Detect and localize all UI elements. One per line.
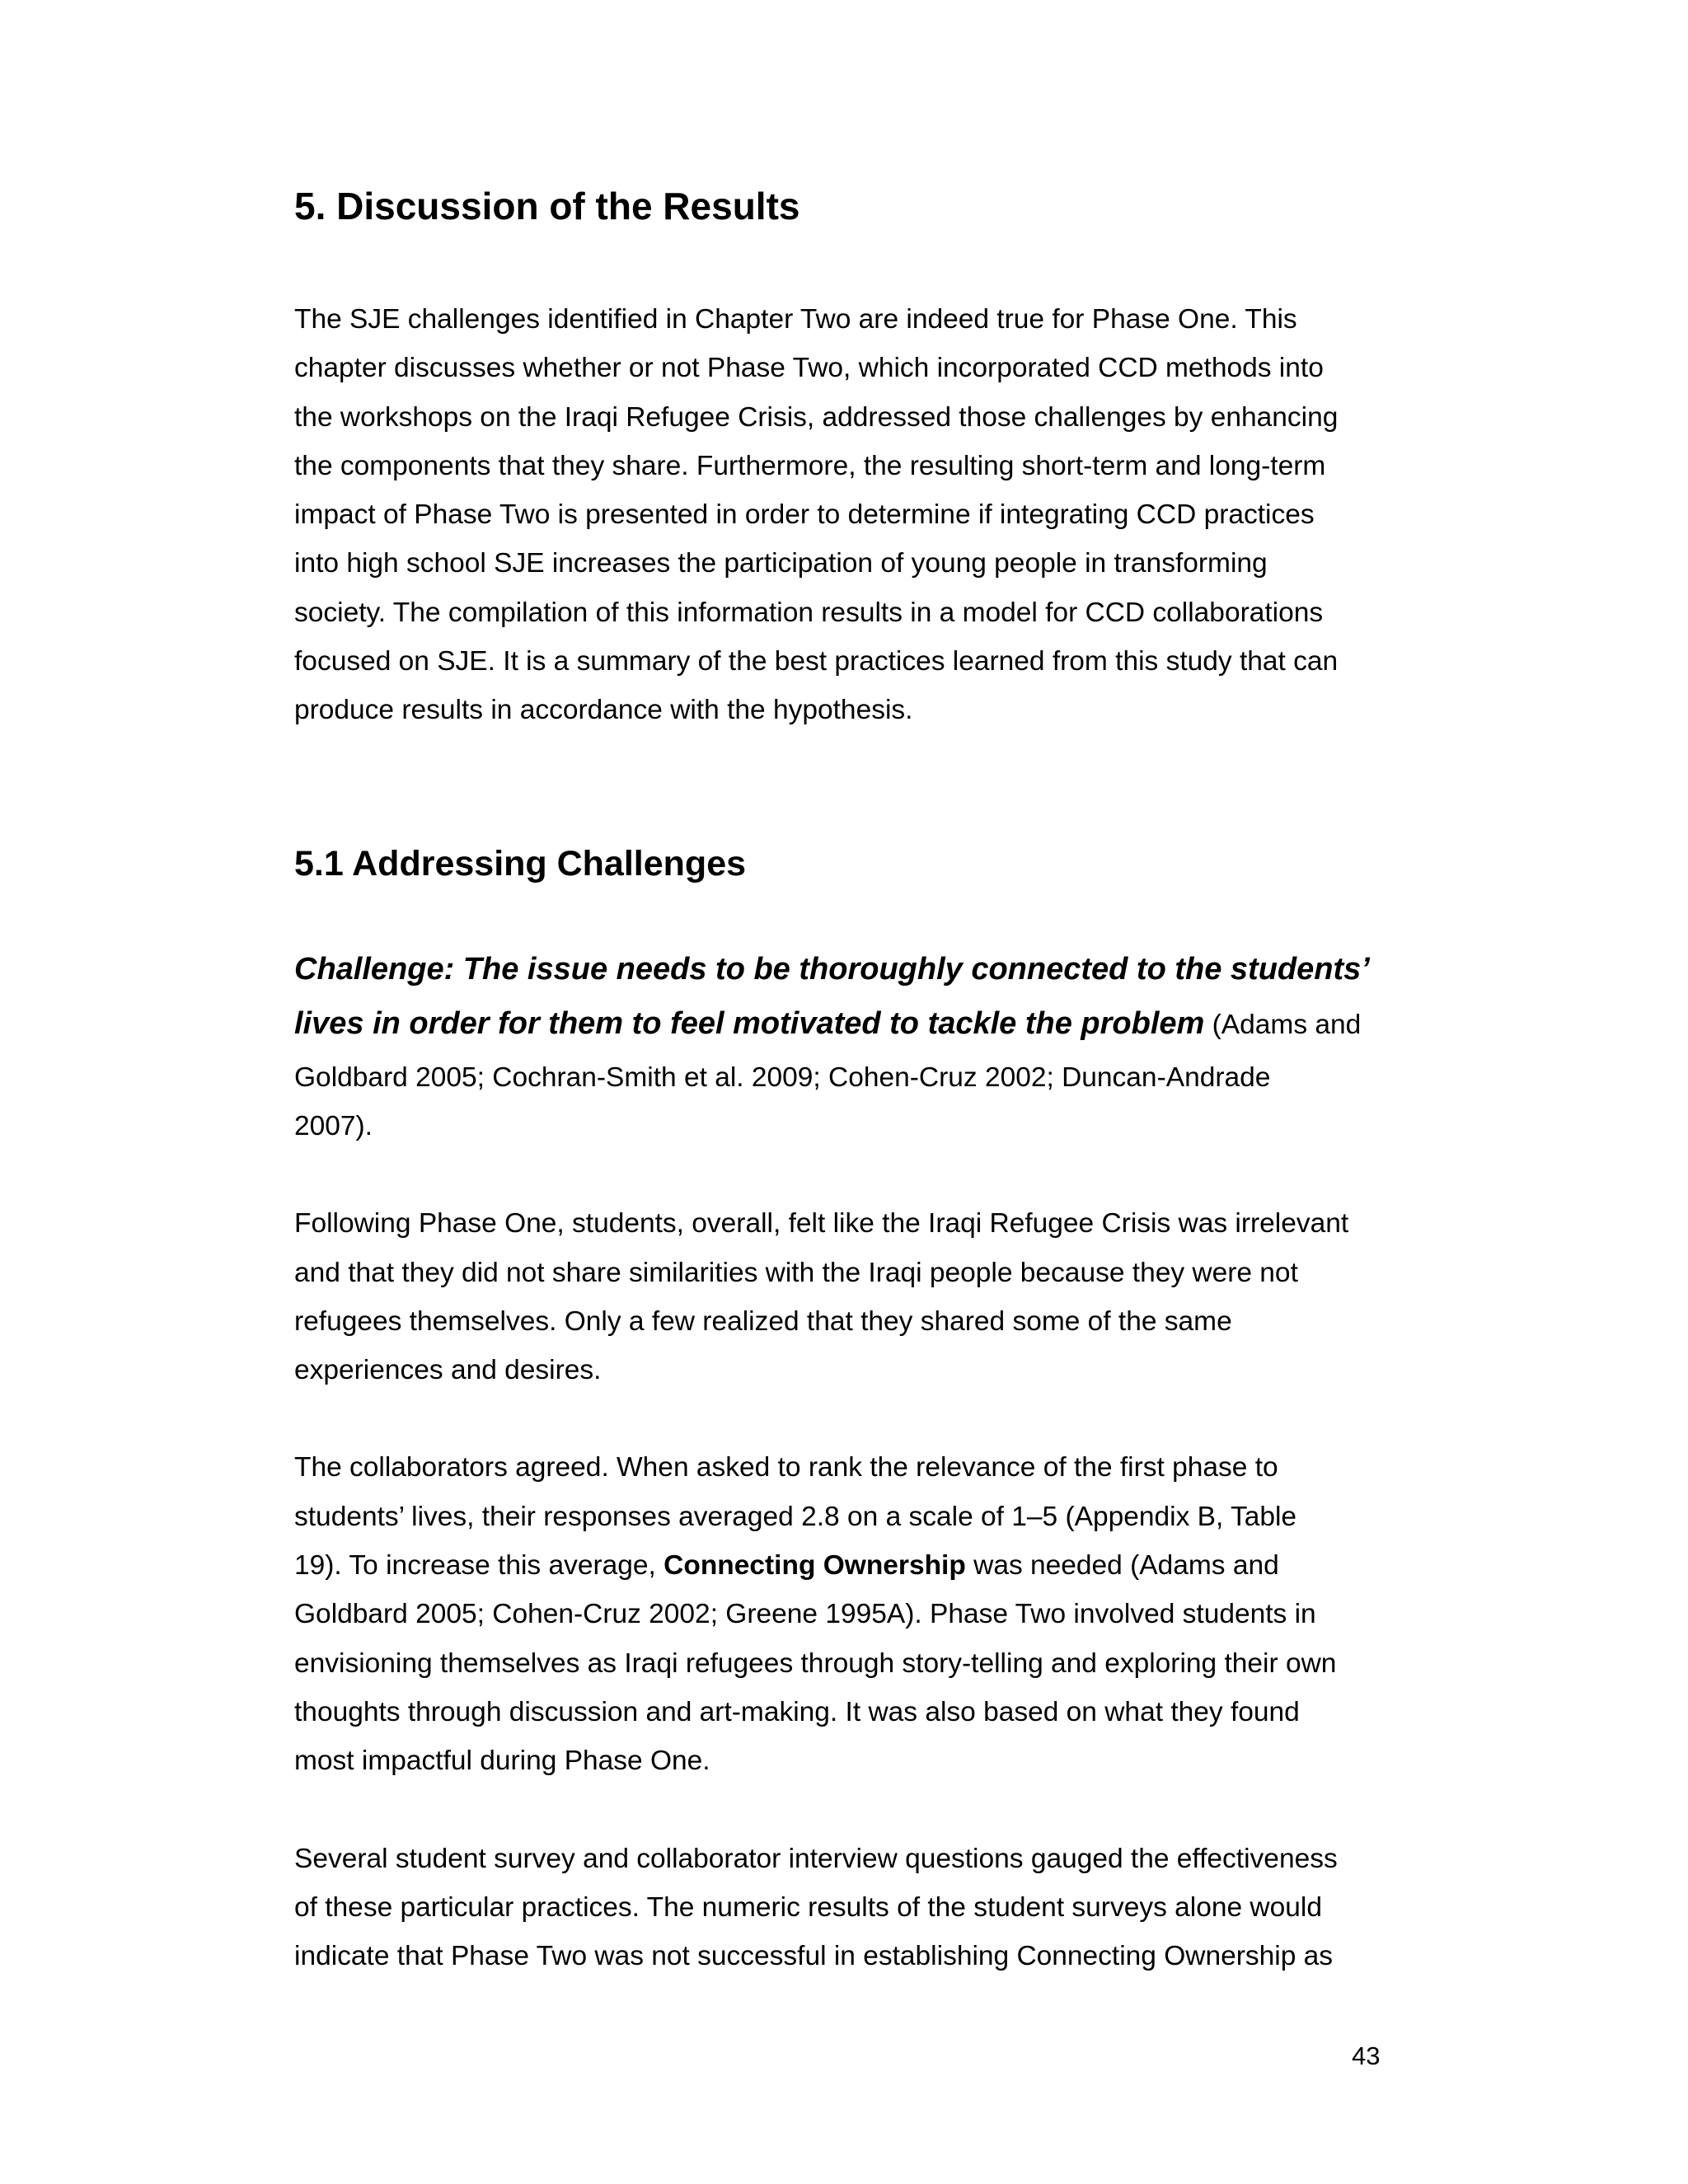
section-heading: 5.1 Addressing Challenges bbox=[294, 843, 747, 883]
text-line: society. The compilation of this information results in a model for CCD collaborations bbox=[294, 597, 1324, 628]
body-paragraph bbox=[294, 1835, 1399, 1981]
text-line: refugees themselves. Only a few realized that they shared some of the same bbox=[294, 1305, 1232, 1337]
body-paragraph bbox=[294, 1443, 1399, 1785]
text-run: 19). To increase this average, bbox=[294, 1550, 664, 1582]
page-content bbox=[294, 183, 1399, 2029]
text-line: and that they did not share similarities with the Iraqi people because they were not bbox=[294, 1257, 1298, 1288]
body-paragraph bbox=[294, 1199, 1399, 1394]
text-line bbox=[294, 1541, 1399, 1590]
citation-line: Goldbard 2005; Cochran-Smith et al. 2009; Cohen-Cruz 2002; Duncan-Andrade bbox=[294, 1062, 1271, 1093]
challenge-statement-emphasis: lives in order for them to feel motivated to tackle the problem bbox=[294, 1005, 1205, 1041]
text-line: into high school SJE increases the participation of young people in transforming bbox=[294, 548, 1268, 579]
text-line: The SJE challenges identified in Chapter Two are indeed true for Phase One. This bbox=[294, 304, 1297, 335]
text-line: students’ lives, their responses averaged 2.8 on a scale of 1–5 (Appendix B, Table bbox=[294, 1501, 1297, 1532]
page-number: 43 bbox=[1352, 2041, 1381, 2070]
challenge-statement-line1: Challenge: The issue needs to be thoroughly connected to the students’ bbox=[294, 951, 1370, 987]
bold-term: Connecting Ownership bbox=[663, 1550, 966, 1582]
chapter-heading: 5. Discussion of the Results bbox=[294, 185, 800, 227]
text-line: most impactful during Phase One. bbox=[294, 1746, 710, 1777]
text-line: Following Phase One, students, overall, felt like the Iraqi Refugee Crisis was irrelevant bbox=[294, 1208, 1349, 1240]
text-run: was needed (Adams and bbox=[965, 1550, 1279, 1582]
text-line: experiences and desires. bbox=[294, 1355, 602, 1386]
text-line: The collaborators agreed. When asked to rank the relevance of the first phase to bbox=[294, 1452, 1278, 1483]
challenge-paragraph bbox=[294, 943, 1399, 1151]
text-line: chapter discusses whether or not Phase Two, which incorporated CCD methods into bbox=[294, 353, 1324, 384]
text-line: Several student survey and collaborator interview questions gauged the effectiveness bbox=[294, 1843, 1338, 1874]
text-line: the workshops on the Iraqi Refugee Crisis, addressed those challenges by enhancing bbox=[294, 401, 1339, 433]
text-line: the components that they share. Furthermore, the resulting short-term and long-term bbox=[294, 450, 1326, 481]
text-line: thoughts through discussion and art-making. It was also based on what they found bbox=[294, 1696, 1300, 1727]
text-line: focused on SJE. It is a summary of the best practices learned from this study that can bbox=[294, 646, 1339, 677]
challenge-statement-line2 bbox=[294, 996, 1399, 1053]
text-line: of these particular practices. The numeric results of the student surveys alone would bbox=[294, 1891, 1322, 1923]
text-line: envisioning themselves as Iraqi refugees through story-telling and exploring their own bbox=[294, 1647, 1337, 1679]
citation-line: 2007). bbox=[294, 1110, 373, 1141]
citation-text: (Adams and bbox=[1204, 1009, 1362, 1040]
text-line: Goldbard 2005; Cohen-Cruz 2002; Greene 1995A). Phase Two involved students in bbox=[294, 1599, 1316, 1630]
text-line: produce results in accordance with the hypothesis. bbox=[294, 695, 913, 726]
text-line: impact of Phase Two is presented in order to determine if integrating CCD practices bbox=[294, 499, 1315, 531]
text-line: indicate that Phase Two was not successful in establishing Connecting Ownership as bbox=[294, 1941, 1334, 1972]
intro-paragraph bbox=[294, 295, 1399, 735]
